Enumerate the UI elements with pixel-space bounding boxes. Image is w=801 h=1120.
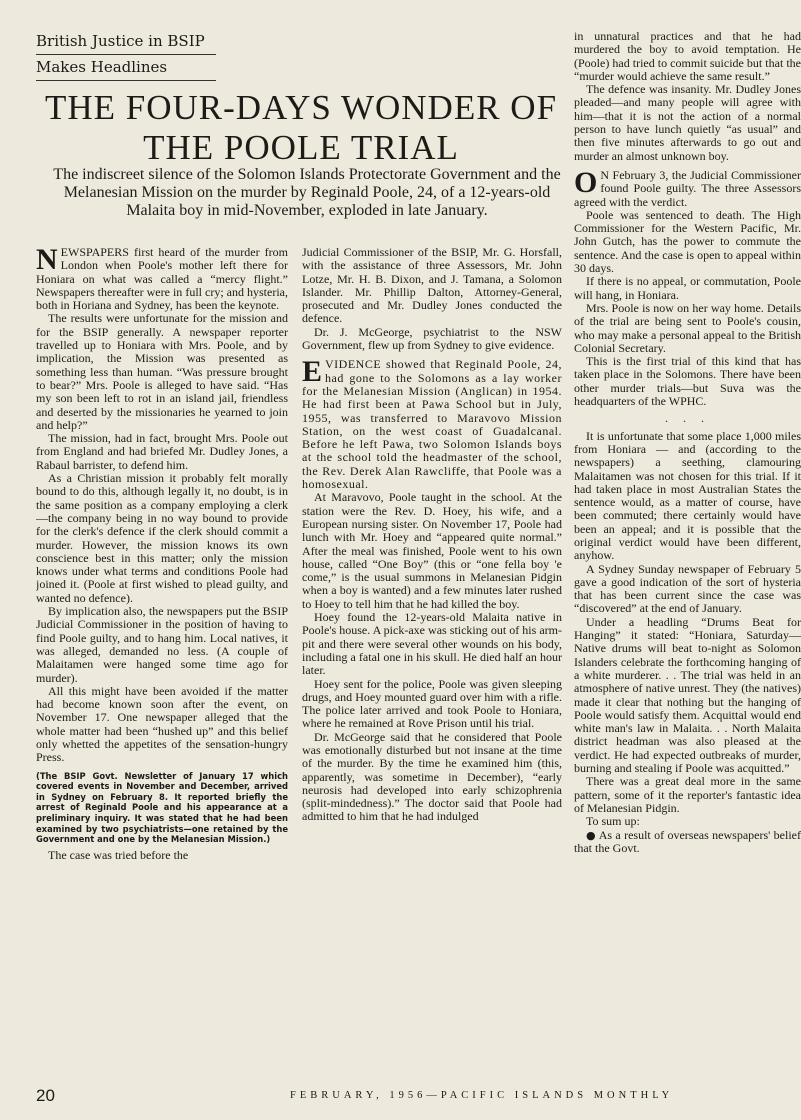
paragraph: At Maravovo, Poole taught in the school. At the station were the Rev. D. Hoey, his wife, and a European nursing sister. On November 17, Poole had lunch with Mr. Hoey and “appeared quite normal.” After the meal was finished, Poole went to his own house, called “One Boy” (this or “one fella boy 'e come,” is the usual summons in Melanesian Pidgin when a boy is wanted) and a few minutes later rushed to Hoey to tell him that he had killed the boy. [302, 490, 562, 611]
paragraph: The defence was insanity. Mr. Dudley Jones pleaded—and many people will agree with him—that it is not the action of a normal person to have lunch quietly “as usual” and then five minutes afterwards to go out and murder an almost unknown boy. [574, 82, 801, 163]
paragraph: A Sydney Sunday newspaper of February 5 gave a good indication of the sort of hysteria that has been current since the case was “discovered” at the end of January. [574, 561, 801, 616]
paragraph: Under a headling “Drums Beat for Hanging” it stated: “Honiara, Saturday—Native drums will beat to-night as Solomon Islanders celebrate the forthcoming hanging of a white murderer. . . The trial was held in an atmosphere of native unrest. They (the natives) made it clear that nothing but the hanging of Poole would satisfy them. Acquittal would end white man's law in Malaita. . . North Malaita district headman was also pleased at the verdict. He had expected outbreaks of murder, burning and stealing if Poole was acquitted.” [574, 614, 801, 776]
paragraph: There was a great deal more in the same pattern, some of it the reporter's fantastic idea of Melanesian Pidgin. [574, 774, 801, 815]
bullet-icon: ● [586, 828, 596, 842]
paragraph: As a Christian mission it probably felt morally bound to do this, although legally it, no doubt, is in the same position as a company employing a clerk—the company being in no way bound to provide for the clerk's defence if the clerk should commit a murder. However, the mission knows its own conscience best in this matter; only the mission knows under what terms and conditions Poole had joined it. (Poole at first wished to plead guilty, and wanted no defence). [36, 471, 288, 605]
paragraph: If there is no appeal, or commutation, Poole will hang, in Honiara. [574, 274, 801, 302]
running-footer: FEBRUARY, 1956—PACIFIC ISLANDS MONTHLY [290, 1090, 674, 1101]
article-headline: THE FOUR-DAYS WONDER OF THE POOLE TRIAL [44, 88, 558, 167]
paragraph [36, 246, 288, 312]
paragraph [574, 165, 801, 209]
paragraph: Dr. J. McGeorge, psychiatrist to the NSW Government, flew up from Sydney to give evidence. [302, 324, 562, 353]
paragraph: Poole was sentenced to death. The High Commissioner for the Western Pacific, Mr. John Gutch, has the power to commute the sentence. And the case is open to appeal within 30 days. [574, 207, 801, 276]
paragraph: It is unfortunate that some place 1,000 miles from Honiara — and (according to the newspapers) a seething, clamouring Malaitamen was not chosen for this trial. If it had taken place in most Australian States the sentence would, as a matter of course, have been commuted; there certainly would have been an appeal; and it is possible that the original verdict would have been different, anyhow. [574, 428, 801, 563]
paragraph-text: EWSPAPERS first heard of the murder from London when Poole's mother left there for Honiara on what was called a “mercy flight.” Newspapers thereafter were in full cry; and hysteria, both in Horiana and Sydney, has been the keynote. [36, 246, 288, 313]
paragraph [302, 355, 562, 492]
editorial-note: (The BSIP Govt. Newsletter of January 17 which covered events in November and December, arrived in Sydney on February 8. It reported briefly the arrest of Reginald Poole and his appearance at a preliminary inquiry. It was stated that he had been examined by two psychiatrists—one retained by the Government and one by the Melanesian Mission.) [36, 770, 288, 845]
paragraph: The results were unfortunate for the mission and for the BSIP generally. A newspaper reporter travelled up to Honiara with Mrs. Poole, and by implication, the Mission was presented as something less than human. “Was pressure brought to bear?” Mrs. Poole is alleged to have said. “Has my son been left to rot in an island jail, friendless and deserted by the missionaries he yearned to join and help?” [36, 311, 288, 432]
paragraph [574, 829, 801, 856]
section-kicker: British Justice in BSIP [36, 32, 205, 50]
drop-cap: N [36, 246, 58, 276]
article-column-1 [36, 246, 288, 1076]
kicker-rule [36, 80, 216, 81]
paragraph: This is the first trial of this kind that has taken place in the Solomons. There have been other murder trials—but Suva was the headquarters of the WPHC. [574, 354, 801, 409]
article-column-3 [574, 30, 801, 1076]
article-column-2 [302, 246, 562, 1046]
paragraph: in unnatural practices and that he had murdered the boy to avoid temptation. He (Poole) had tried to commit suicide but that the “murder would achieve the same result.” [574, 30, 801, 83]
paragraph: Hoey found the 12-years-old Malaita native in Poole's house. A pick-axe was sticking out of his arm-pit and there were several other wounds on his body, including a fatal one in his skull. He died half an hour later. [302, 610, 562, 678]
paragraph: Judicial Commissioner of the BSIP, Mr. G. Horsfall, with the assistance of three Assessors, Mr. John Lotze, Mr. H. B. Dixon, and J. Tamana, a Solomon Islander. Mr. Phillip Dalton, Attorney-General, prosecuted and Mr. Dudley Jones conducted the defence. [302, 246, 562, 326]
page-number: 20 [36, 1086, 55, 1105]
drop-cap: O [574, 165, 598, 199]
paragraph: Mrs. Poole is now on her way home. Details of the trial are being sent to Poole's cousin, who may make a personal appeal to the British Colonial Secretary. [574, 300, 801, 355]
paragraph: The case was tried before the [48, 847, 189, 862]
paragraph: By implication also, the newspapers put the BSIP Judicial Commissioner in the position of having to find Poole guilty, and to hang him. Local natives, it was alleged, demanded no less. (A couple of Malaitamen were hanged some time ago for murder). [36, 604, 288, 685]
section-break: . . . [665, 411, 710, 426]
paragraph-text: N February 3, the Judicial Commissioner found Poole guilty. The three Assessors agreed with the verdict. [574, 167, 801, 209]
drop-cap: E [302, 355, 323, 389]
paragraph: Dr. McGeorge said that he considered that Poole was emotionally disturbed but not insane at the time of the murder. By the time he examined him (this, apparently, was sometime in December), “early neurosis had developed into early schizophrenia (split-mindedness).” The doctor said that Poole had admitted to him that he had indulged [302, 729, 562, 824]
kicker-rule [36, 54, 216, 55]
paragraph: The mission, had in fact, brought Mrs. Poole out from England and had briefed Mr. Dudley Jones, a Rabaul barrister, to defend him. [36, 431, 288, 472]
paragraph: To sum up: [586, 814, 640, 829]
paragraph: All this might have been avoided if the matter had become known soon after the event, on November 17. One newspaper alleged that the whole matter had been “hushed up” and this belief only whetted the appetites of the sensation-hungry Press. [36, 683, 288, 765]
paragraph: Hoey sent for the police, Poole was given sleeping drugs, and Hoey mounted guard over him with a rifle. The police later arrived and took Poole to Honiara, where he remained at Rove Prison until his trial. [302, 676, 562, 731]
article-standfirst: The indiscreet silence of the Solomon Islands Protectorate Government and the Melanesian Mission on the murder by Reginald Poole, 24, of a 12-years-old Malaita boy in mid-November, exploded in late January. [53, 166, 561, 219]
paragraph-text: As a result of overseas newspapers' belief that the Govt. [574, 827, 801, 855]
section-subkicker: Makes Headlines [36, 58, 168, 76]
paragraph-text: VIDENCE showed that Reginald Poole, 24, had gone to the Solomons as a lay worker for the Melanesian Mission (Anglican) in 1954. He had first been at Pawa School but in July, 1955, was transferred to Maravovo Mission Station, on the west coast of Guadalcanal. Before he left Pawa, two Solomon Islands boys at the school told the headmaster of the school, the Rev. Derek Alan Rawcliffe, that Poole was a homosexual. [302, 357, 562, 492]
